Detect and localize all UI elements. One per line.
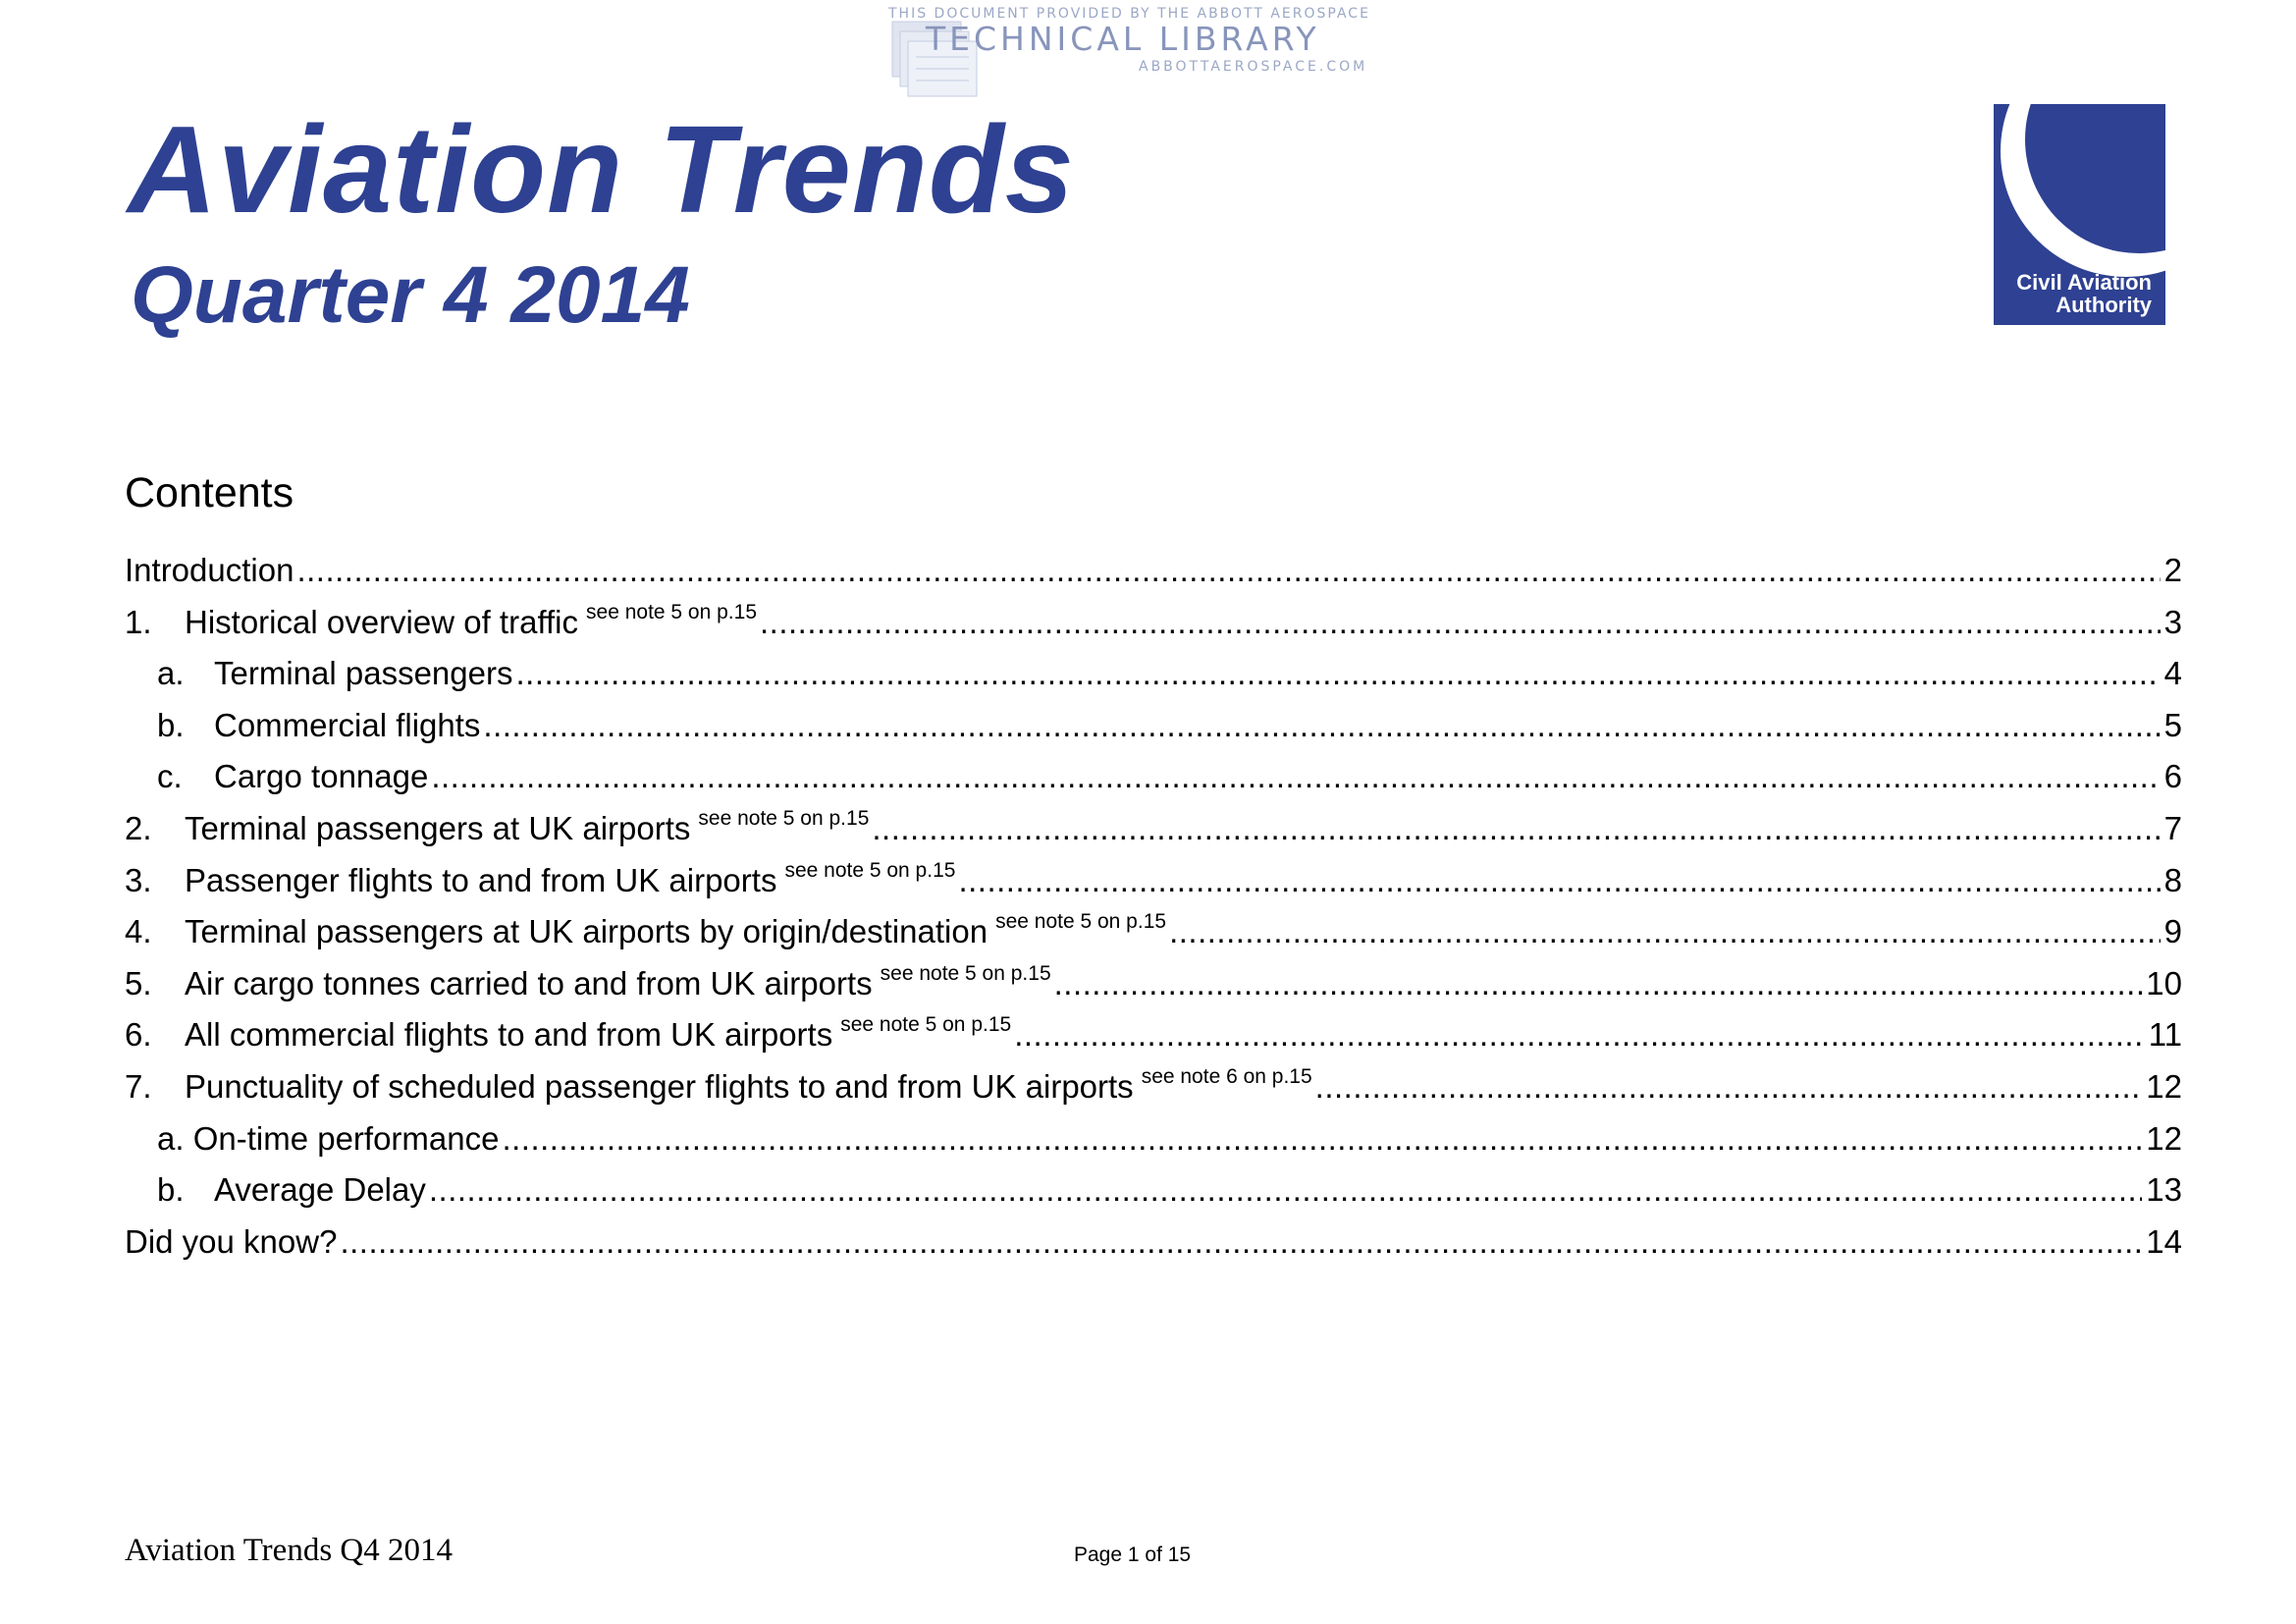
toc-page-number: 6 xyxy=(2163,758,2182,795)
toc-dot-leader xyxy=(1315,1068,2143,1106)
toc-entry-label: Historical overview of traffic xyxy=(185,603,579,640)
toc-entry-historical-overview[interactable] xyxy=(125,604,2182,656)
toc-page-number: 11 xyxy=(2148,1016,2182,1054)
toc-entry-note: see note 6 on p.15 xyxy=(1141,1067,1312,1088)
toc-dot-leader xyxy=(502,1120,2142,1158)
toc-entry-label: All commercial flights to and from UK airports xyxy=(185,1016,833,1054)
caa-logo-line1: Civil Aviation xyxy=(2016,270,2152,295)
toc-entry-label: a. On-time performance xyxy=(157,1119,500,1157)
toc-dot-leader xyxy=(872,810,2160,847)
caa-logo xyxy=(1994,104,2165,325)
toc-entry-commercial-flights[interactable] xyxy=(125,707,2182,759)
toc-dot-leader xyxy=(1169,913,2161,950)
watermark-technical-library: TECHNICAL LIBRARY xyxy=(926,20,1320,58)
toc-entry-label: Did you know? xyxy=(125,1222,338,1260)
toc-entry-note: see note 5 on p.15 xyxy=(840,1016,1012,1037)
toc-dot-leader xyxy=(958,862,2160,899)
toc-page-number: 7 xyxy=(2163,809,2182,846)
toc-dot-leader xyxy=(515,655,2160,692)
toc-entry-number: a. xyxy=(157,655,185,692)
toc-entry-label: Terminal passengers at UK airports by origin/destination xyxy=(185,913,988,950)
toc-entry-terminal-passengers-uk[interactable] xyxy=(125,810,2182,862)
watermark-provided-by: THIS DOCUMENT PROVIDED BY THE ABBOTT AEROSPACE xyxy=(888,6,1370,22)
toc-entry-did-you-know[interactable] xyxy=(125,1223,2182,1275)
toc-entry-cargo-tonnage[interactable] xyxy=(125,758,2182,810)
toc-page-number: 10 xyxy=(2146,964,2182,1001)
toc-entry-introduction[interactable] xyxy=(125,552,2182,604)
toc-page-number: 12 xyxy=(2146,1119,2182,1157)
toc-entry-origin-destination[interactable] xyxy=(125,913,2182,965)
footer-page-number: Page 1 of 15 xyxy=(1074,1543,1192,1566)
toc-entry-note: see note 5 on p.15 xyxy=(586,603,757,623)
toc-entry-number: 4. xyxy=(125,913,152,950)
toc-dot-leader xyxy=(1014,1016,2145,1054)
toc-entry-number: 5. xyxy=(125,964,152,1001)
toc-entry-number: 1. xyxy=(125,603,152,640)
document-title: Aviation Trends xyxy=(128,100,1075,239)
caa-logo-line2: Authority xyxy=(2056,293,2152,317)
toc-entry-label: Punctuality of scheduled passenger flights to and from UK airports xyxy=(185,1067,1134,1105)
toc-page-number: 4 xyxy=(2163,655,2182,692)
toc-page-number: 2 xyxy=(2163,552,2182,588)
toc-page-number: 12 xyxy=(2146,1067,2182,1105)
toc-entry-label: Cargo tonnage xyxy=(214,758,429,795)
toc-page-number: 8 xyxy=(2163,861,2182,898)
caa-logo-text xyxy=(2016,271,2152,316)
toc-page-number: 3 xyxy=(2163,603,2182,640)
toc-entry-note: see note 5 on p.15 xyxy=(880,964,1051,985)
toc-entry-note: see note 5 on p.15 xyxy=(784,861,956,882)
toc-entry-label: Passenger flights to and from UK airports xyxy=(185,861,777,898)
toc-dot-leader xyxy=(1054,965,2143,1002)
toc-entry-number: 7. xyxy=(125,1067,152,1105)
toc-entry-on-time-performance[interactable] xyxy=(125,1120,2182,1172)
toc-entry-number: 2. xyxy=(125,809,152,846)
toc-entry-label: Terminal passengers xyxy=(214,655,513,692)
toc-entry-average-delay[interactable] xyxy=(125,1171,2182,1223)
toc-entry-all-commercial-flights[interactable] xyxy=(125,1016,2182,1068)
toc-dot-leader xyxy=(340,1223,2142,1261)
toc-dot-leader xyxy=(760,604,2161,641)
toc-page-number: 5 xyxy=(2163,706,2182,743)
toc-entry-air-cargo[interactable] xyxy=(125,965,2182,1017)
toc-entry-note: see note 5 on p.15 xyxy=(995,913,1167,934)
toc-dot-leader xyxy=(483,707,2160,744)
table-of-contents xyxy=(125,552,2182,1274)
toc-entry-label: Commercial flights xyxy=(214,706,481,743)
toc-entry-number: b. xyxy=(157,1171,185,1209)
toc-entry-label: Average Delay xyxy=(214,1171,426,1209)
toc-entry-label: Air cargo tonnes carried to and from UK airports xyxy=(185,964,873,1001)
toc-entry-terminal-passengers[interactable] xyxy=(125,655,2182,707)
toc-entry-punctuality[interactable] xyxy=(125,1068,2182,1120)
toc-dot-leader xyxy=(429,1171,2142,1209)
toc-dot-leader xyxy=(296,552,2160,589)
toc-entry-number: 3. xyxy=(125,861,152,898)
footer-document-name: Aviation Trends Q4 2014 xyxy=(125,1533,453,1568)
toc-entry-number: 6. xyxy=(125,1016,152,1054)
toc-entry-note: see note 5 on p.15 xyxy=(698,809,870,830)
toc-page-number: 14 xyxy=(2146,1222,2182,1260)
toc-entry-number: b. xyxy=(157,706,185,743)
contents-heading: Contents xyxy=(125,469,294,516)
document-subtitle: Quarter 4 2014 xyxy=(131,250,690,340)
toc-entry-passenger-flights[interactable] xyxy=(125,862,2182,914)
technical-library-watermark xyxy=(879,0,1409,108)
watermark-website: ABBOTTAEROSPACE.COM xyxy=(1139,59,1368,75)
toc-page-number: 13 xyxy=(2146,1171,2182,1209)
toc-page-number: 9 xyxy=(2163,913,2182,950)
toc-entry-label: Terminal passengers at UK airports xyxy=(185,809,691,846)
toc-entry-number: c. xyxy=(157,758,183,795)
toc-dot-leader xyxy=(431,758,2160,795)
toc-entry-label: Introduction xyxy=(125,552,294,588)
